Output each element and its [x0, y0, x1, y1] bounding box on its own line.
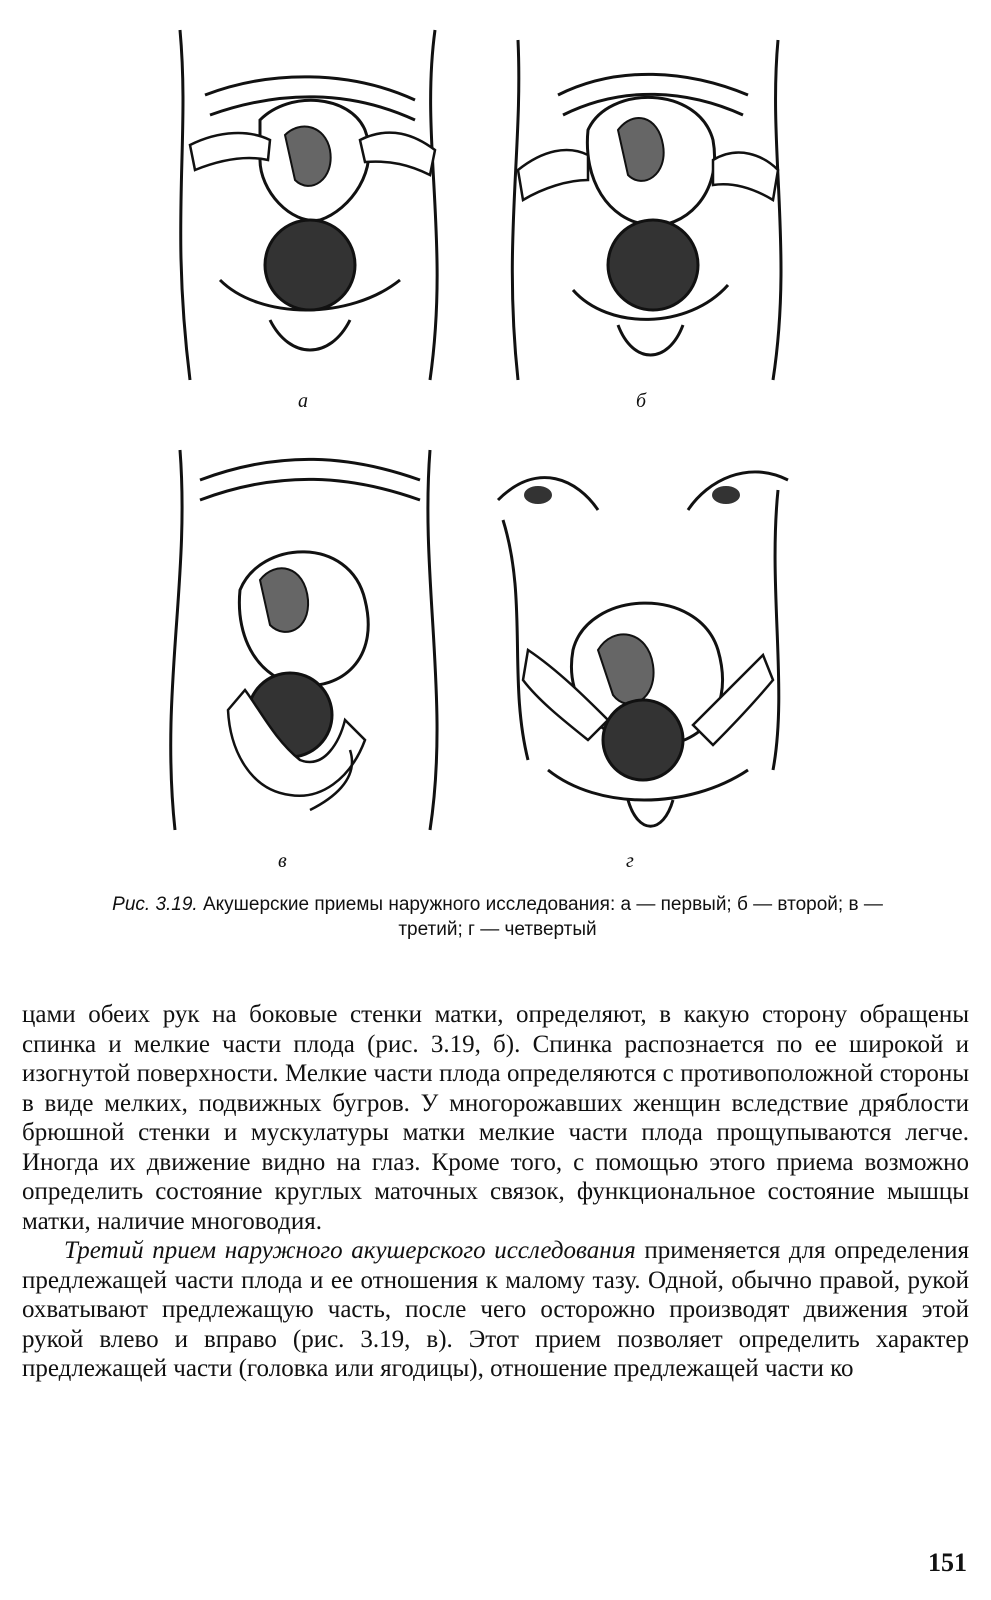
page-number: 151: [928, 1548, 967, 1577]
abdominal-palpation-second-maneuver-drawing: [488, 20, 808, 390]
panel-letter-c: в: [278, 850, 287, 872]
abdominal-palpation-third-maneuver-drawing: [150, 440, 470, 850]
paragraph-2: [22, 1236, 969, 1384]
panel-letter-b: б: [636, 390, 647, 412]
figure-caption-text: Акушерские приемы наружного исследования: а — первый; б — второй; в — третий; г — четвертый: [197, 894, 883, 940]
panel-letter-a: а: [298, 390, 308, 412]
paragraph-1: цами обеих рук на боковые стенки матки, определяют, в какую сторону обращены спинка и мелкие части плода (рис. 3.19, б). Спинка распознается по ее широкой и изогнутой поверхности. Мелкие части плода определяются с противоположной стороны в виде мелких, подвижных бугров. У многорожавших женщин вследствие дряблости брюшной стенки и мускулатуры матки мелкие части плода прощупываются легче. Иногда их движение видно на глаз. Кроме того, с помощью этого приема возможно определить состояние круглых маточных связок, функциональное состояние мышцы матки, наличие многоводия.: [22, 1001, 969, 1235]
figure-caption: [110, 892, 885, 942]
paragraph-2-rest: применяется для определения предлежащей части плода и ее отношения к малому тазу. Одной, обычно правой, рукой охватывают предлежащую часть, после чего осторожно производят движения этой рукой влево и вправо (рис. 3.19, в). Этот прием позволяет определить характер предлежащей части (головка или ягодицы), отношение предлежащей части ко: [22, 1237, 969, 1382]
abdominal-palpation-fourth-maneuver-drawing: [488, 440, 808, 850]
figure-panel-a: [150, 20, 470, 412]
figure-panel-b: [488, 20, 808, 412]
figure-3-19: [150, 20, 810, 880]
abdominal-palpation-first-maneuver-drawing: [150, 20, 470, 390]
figure-panel-d: [488, 440, 808, 872]
figure-panel-c: [150, 440, 470, 872]
body-text: [22, 1000, 969, 1384]
paragraph-2-italic-lead: Третий прием наружного акушерского исследования: [64, 1237, 636, 1264]
figure-caption-label: Рис. 3.19.: [112, 894, 198, 915]
panel-letter-d: г: [626, 850, 634, 872]
